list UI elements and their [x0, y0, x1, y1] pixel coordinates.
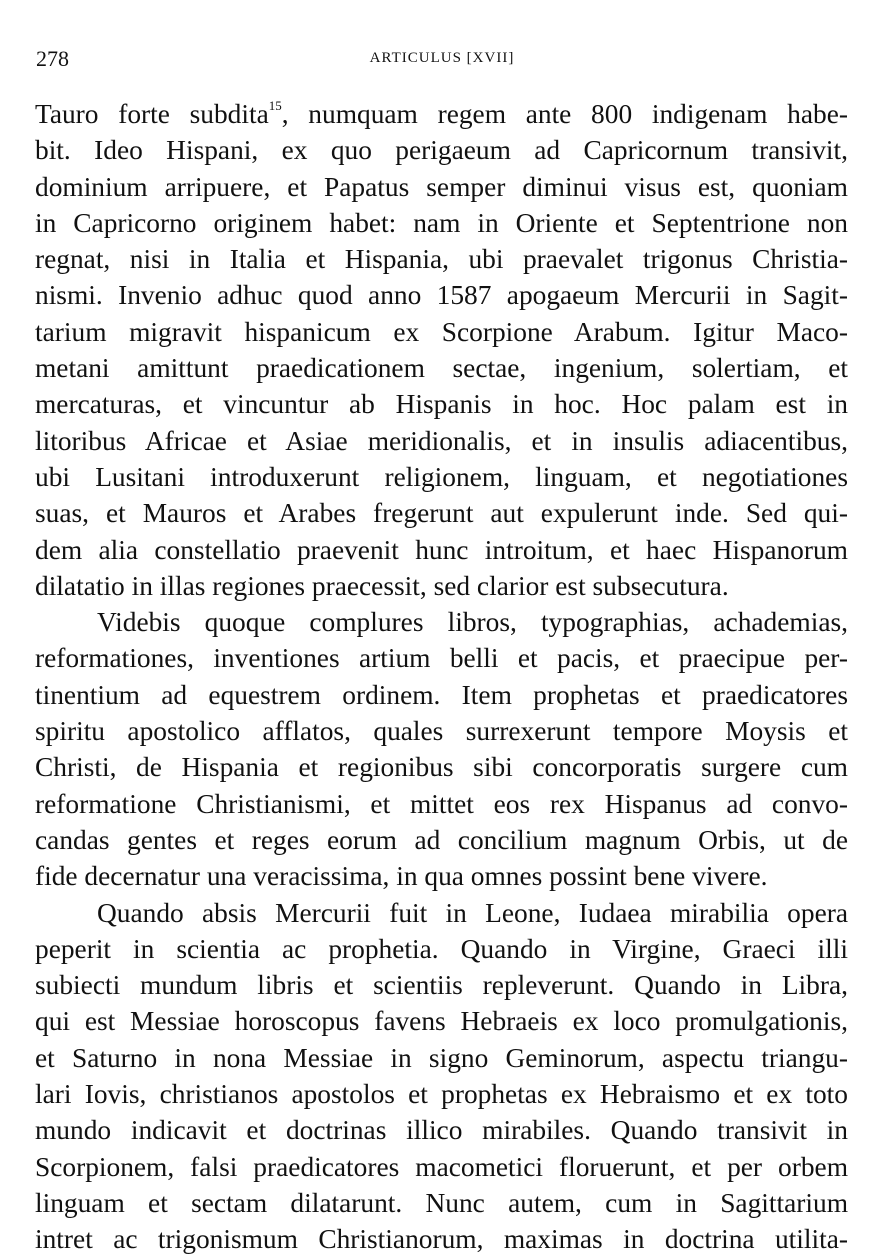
text-line: intret ac trigonismum Christianorum, maximas in doctrina utilita-	[35, 1224, 848, 1255]
text-line: nismi. Invenio adhuc quod anno 1587 apogaeum Mercurii in Sagit-	[35, 280, 848, 311]
text-line: Scorpionem, falsi praedicatores macometici floruerunt, et per orbem	[35, 1151, 848, 1182]
text-line: in Capricorno originem habet: nam in Oriente et Septentrione non	[35, 207, 848, 238]
text-line: ubi Lusitani introduxerunt religionem, linguam, et negotiationes	[35, 461, 848, 492]
page-number: 278	[36, 46, 69, 71]
text-line: dem alia constellatio praevenit hunc introitum, et haec Hispanorum	[35, 534, 848, 565]
text-line: Quando absis Mercurii fuit in Leone, Iudaea mirabilia opera	[97, 897, 848, 928]
text-line: subiecti mundum libris et scientiis repleverunt. Quando in Libra,	[35, 970, 848, 1001]
text-line: linguam et sectam dilatarunt. Nunc autem, cum in Sagittarium	[35, 1187, 848, 1218]
text-line: reformationes, inventiones artium belli et pacis, et praecipue per-	[35, 643, 848, 674]
text-line: bit. Ideo Hispani, ex quo perigaeum ad Capricornum transivit,	[35, 135, 848, 166]
text-line: reformatione Christianismi, et mittet eos rex Hispanus ad convo-	[35, 788, 848, 819]
text-line: mundo indicavit et doctrinas illico mirabiles. Quando transivit in	[35, 1115, 848, 1146]
page-header	[36, 46, 848, 76]
running-head: ARTICULUS [XVII]	[369, 50, 515, 66]
text-line: fide decernatur una veracissima, in qua omnes possint bene vivere.	[35, 861, 768, 892]
text-line: spiritu apostolico afflatos, quales surrexerunt tempore Moysis et	[35, 716, 848, 747]
text-segment: , numquam regem ante 800 indigenam habe-	[281, 99, 849, 129]
text-line	[35, 96, 848, 132]
text-line: suas, et Mauros et Arabes fregerunt aut expulerunt inde. Sed qui-	[35, 498, 848, 529]
text-line: Christi, de Hispania et regionibus sibi concorporatis surgere cum	[35, 752, 848, 783]
text-line: dilatatio in illas regiones praecessit, sed clarior est subsecutura.	[35, 570, 729, 601]
text-line: et Saturno in nona Messiae in signo Geminorum, aspectu triangu-	[35, 1042, 848, 1073]
text-line: Videbis quoque complures libros, typographias, achademias,	[97, 607, 848, 638]
text-line: tinentium ad equestrem ordinem. Item prophetas et praedicatores	[35, 679, 848, 710]
text-line: litoribus Africae et Asiae meridionalis, et in insulis adiacentibus,	[35, 425, 848, 456]
text-line: metani amittunt praedicationem sectae, ingenium, solertiam, et	[35, 353, 848, 384]
footnote-marker: 15	[268, 98, 282, 113]
body-text	[35, 96, 848, 1258]
text-line: qui est Messiae horoscopus favens Hebraeis ex loco promulgationis,	[35, 1006, 848, 1037]
text-line: dominium arripuere, et Papatus semper diminui visus est, quoniam	[35, 171, 848, 202]
text-line: regnat, nisi in Italia et Hispania, ubi praevalet trigonus Christia-	[35, 244, 848, 275]
text-line: tarium migravit hispanicum ex Scorpione Arabum. Igitur Maco-	[35, 316, 848, 347]
text-line: peperit in scientia ac prophetia. Quando in Virgine, Graeci illi	[35, 933, 848, 964]
text-line: lari Iovis, christianos apostolos et prophetas ex Hebraismo et ex toto	[35, 1079, 848, 1110]
text-line: candas gentes et reges eorum ad concilium magnum Orbis, ut de	[35, 824, 848, 855]
text-line: mercaturas, et vincuntur ab Hispanis in hoc. Hoc palam est in	[35, 389, 848, 420]
text-segment: Tauro forte subdita	[35, 99, 269, 129]
